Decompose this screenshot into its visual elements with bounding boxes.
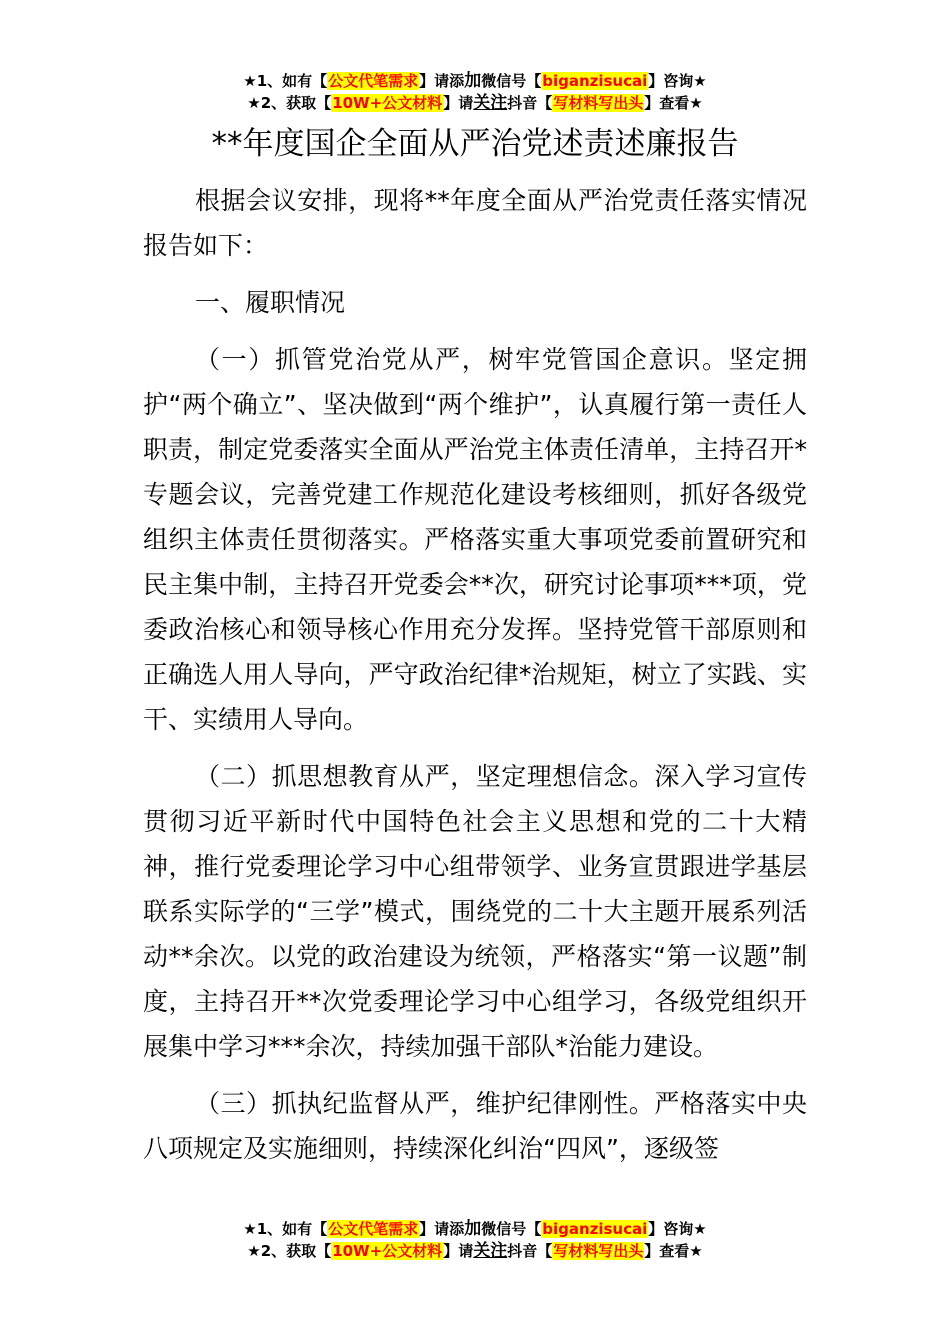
banner-text: 】查看★ bbox=[644, 1242, 703, 1260]
banner-text: 关注 bbox=[473, 93, 508, 113]
banner-text: 抖音【 bbox=[507, 1242, 553, 1260]
banner-line-2 bbox=[0, 1240, 950, 1262]
document-title: **年度国企全面从严治党述责述廉报告 bbox=[211, 126, 739, 162]
body-paragraph: （一）抓管党治党从严，树牢党管国企意识。坚定拥护“两个确立”、坚决做到“两个维护”，认真履行第一责任人职责，制定党委落实全面从严治党主体责任清单，主持召开*专题会议，完善党建工作规范化建设考核细则，抓好各级党组织主体责任贯彻落实。严格落实重大事项党委前置研究和民主集中制，主持召开党委会**次，研究讨论事项***项，党委政治核心和领导核心作用充分发挥。坚持党管干部原则和正确选人用人导向，严守政治纪律*治规矩，树立了实践、实干、实绩用人导向。 bbox=[143, 345, 807, 734]
intro-paragraph: 根据会议安排，现将**年度全面从严治党责任落实情况报告如下： bbox=[143, 186, 807, 260]
section-heading: 一、履职情况 bbox=[195, 288, 346, 317]
body-paragraph: （三）抓执纪监督从严，维护纪律刚性。严格落实中央八项规定及实施细则，持续深化纠治“四风”，逐级签 bbox=[143, 1089, 807, 1163]
banner-text: 】咨询★ bbox=[648, 72, 707, 90]
banner-text: 加 bbox=[464, 1219, 482, 1239]
banner-text: 】咨询★ bbox=[648, 1220, 707, 1238]
banner-text: 加 bbox=[464, 71, 482, 91]
banner-text: ★1、如有【 bbox=[243, 1220, 328, 1238]
top-banner bbox=[0, 70, 950, 114]
banner-highlight: 写材料写出头 bbox=[553, 94, 644, 112]
banner-text: ★1、如有【 bbox=[243, 72, 328, 90]
banner-highlight: 10W+公文材料 bbox=[332, 94, 443, 112]
banner-text: ★2、获取【 bbox=[247, 1242, 332, 1260]
document-body bbox=[143, 178, 807, 1171]
banner-text: 】查看★ bbox=[644, 94, 703, 112]
banner-highlight: 10W+公文材料 bbox=[332, 1242, 443, 1260]
banner-text: 关注 bbox=[473, 1241, 508, 1261]
banner-line-2 bbox=[0, 92, 950, 114]
banner-text: 】请 bbox=[443, 1242, 474, 1260]
banner-text: 抖音【 bbox=[507, 94, 553, 112]
banner-text: 微信号【 bbox=[481, 1220, 542, 1238]
banner-text: 】请添 bbox=[419, 72, 465, 90]
banner-text: 微信号【 bbox=[481, 72, 542, 90]
banner-text: 】请 bbox=[443, 94, 474, 112]
banner-text: ★2、获取【 bbox=[247, 94, 332, 112]
banner-line-1 bbox=[0, 1218, 950, 1240]
banner-highlight: biganzisucai bbox=[542, 1220, 648, 1238]
body-paragraph: （二）抓思想教育从严，坚定理想信念。深入学习宣传贯彻习近平新时代中国特色社会主义思想和党的二十大精神，推行党委理论学习中心组带领学、业务宣贯跟进学基层联系实际学的“三学”模式，围绕党的二十大主题开展系列活动**余次。以党的政治建设为统领，严格落实“第一议题”制度，主持召开**次党委理论学习中心组学习，各级党组织开展集中学习***余次，持续加强干部队*治能力建设。 bbox=[143, 762, 807, 1061]
banner-line-1 bbox=[0, 70, 950, 92]
banner-highlight: 写材料写出头 bbox=[553, 1242, 644, 1260]
bottom-banner bbox=[0, 1218, 950, 1262]
banner-highlight: biganzisucai bbox=[542, 72, 648, 90]
banner-highlight: 公文代笔需求 bbox=[328, 1220, 419, 1238]
banner-text: 】请添 bbox=[419, 1220, 465, 1238]
banner-highlight: 公文代笔需求 bbox=[328, 72, 419, 90]
